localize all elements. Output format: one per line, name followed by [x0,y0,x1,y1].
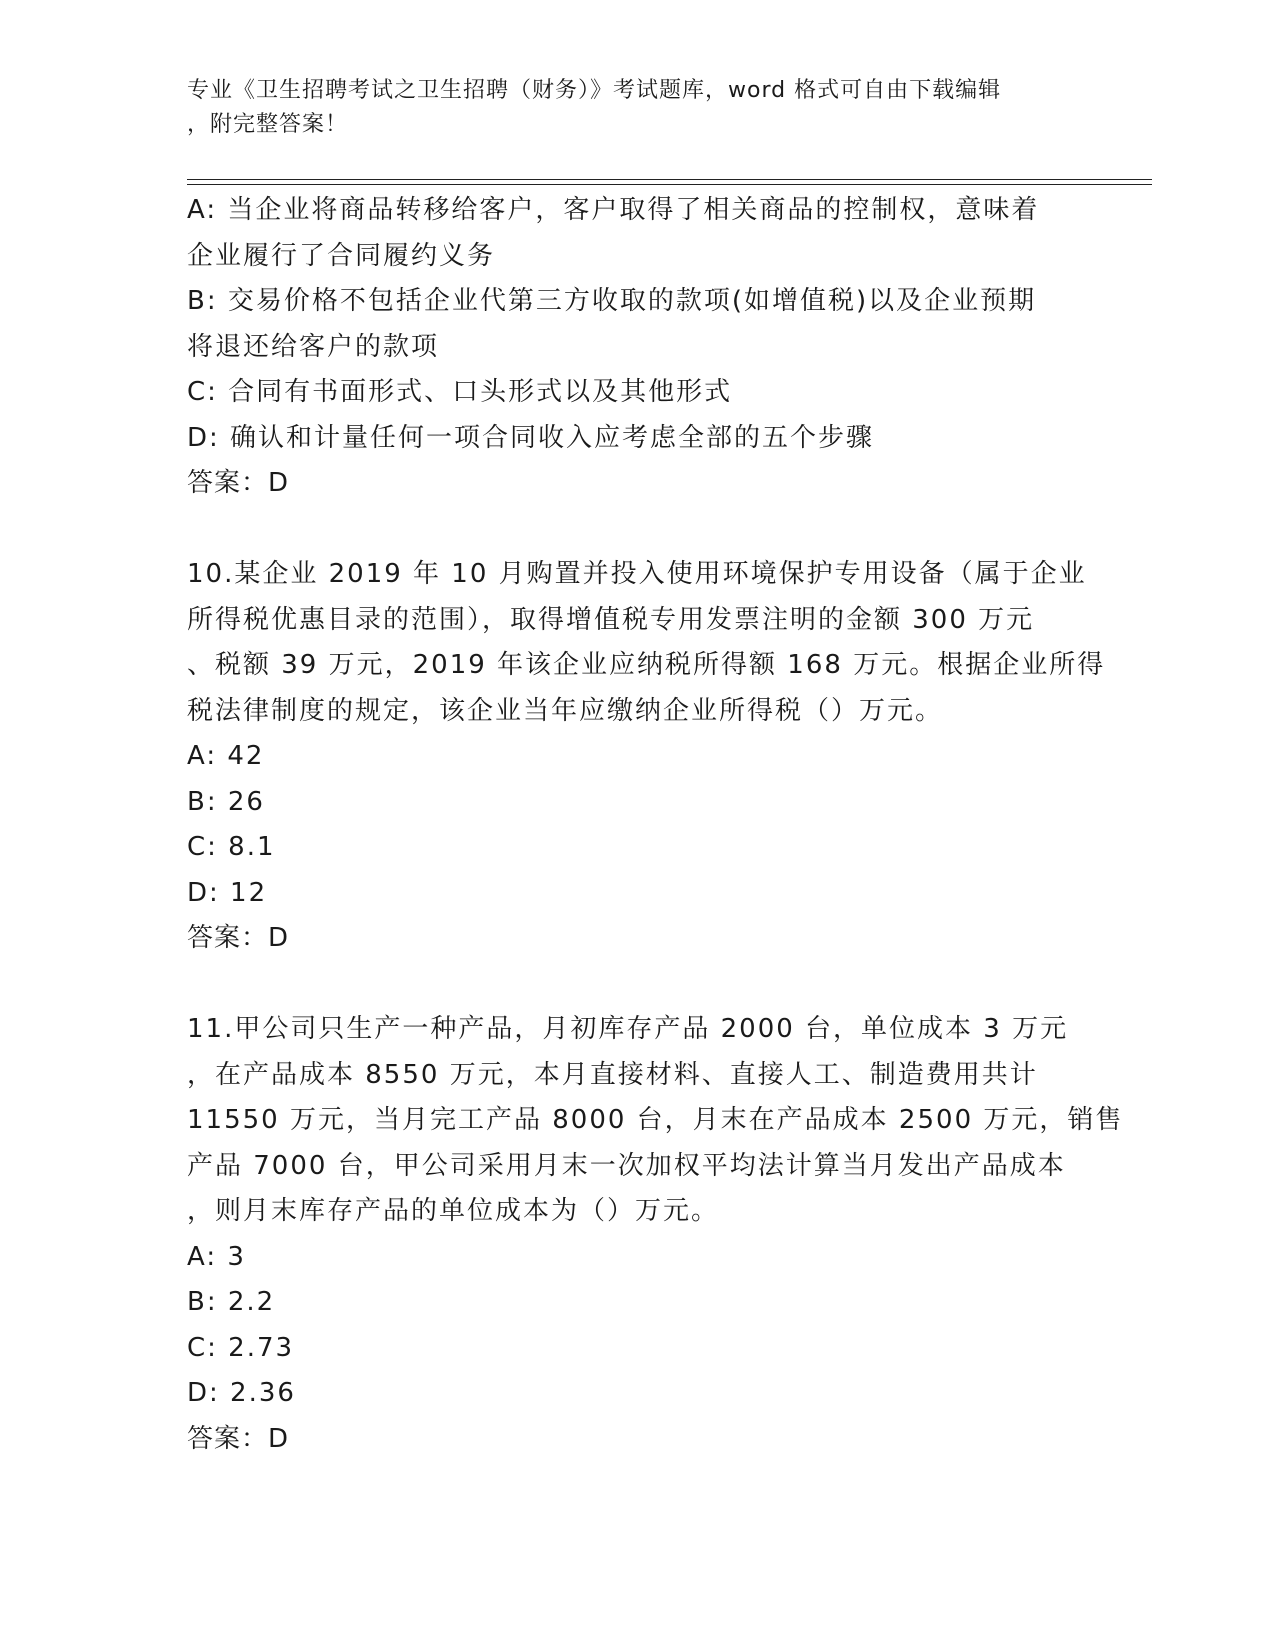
option-d: D: 12 [187,877,268,908]
spacer [187,962,1077,1008]
question-content [187,188,1124,1462]
question-stem-line: 10.某企业 2019 年 10 月购置并投入使用环境保护专用设备（属于企业 [187,559,1087,589]
question-stem-line: ，则月末库存产品的单位成本为（）万元。 [187,1196,720,1226]
question-stem-line: 、税额 39 万元，2019 年该企业应纳税所得额 168 万元。根据企业所得 [187,650,1106,680]
option-d: D: 确认和计量任何一项合同收入应考虑全部的五个步骤 [187,422,875,453]
question-stem-line: 产品 7000 台，甲公司采用月末一次加权平均法计算当月发出产品成本 [187,1150,1066,1181]
answer: 答案：D [187,1423,290,1454]
question-9-continued [187,188,1077,507]
answer: 答案：D [187,923,290,953]
header-line-1: 专业《卫生招聘考试之卫生招聘（财务）》考试题库，word 格式可自由下载编辑 [187,78,1002,103]
question-10 [187,552,1106,962]
option-b-line-2: 将退还给客户的款项 [187,331,440,362]
option-b: B: 26 [187,786,265,817]
option-a: A: 3 [187,1241,246,1272]
option-c: C: 8.1 [187,832,276,862]
header-divider-bottom [187,184,1152,185]
header-line-2: ，附完整答案！ [187,112,349,137]
question-stem-line: 11.甲公司只生产一种产品，月初库存产品 2000 台，单位成本 3 万元 [187,1014,1069,1044]
question-stem-line: 11550 万元，当月完工产品 8000 台，月末在产品成本 2500 万元，销售 [187,1105,1124,1135]
option-a-line-1: A: 当企业将商品转移给客户，客户取得了相关商品的控制权，意味着 [187,195,1040,225]
header-divider-top [187,179,1152,180]
question-stem-line: 税法律制度的规定，该企业当年应缴纳企业所得税（）万元。 [187,695,944,726]
option-b: B: 2.2 [187,1287,276,1317]
option-a: A: 42 [187,741,265,771]
question-stem-line: 所得税优惠目录的范围），取得增值税专用发票注明的金额 300 万元 [187,604,1035,635]
document-header [187,74,1077,142]
question-stem-line: ，在产品成本 8550 万元，本月直接材料、直接人工、制造费用共计 [187,1059,1038,1090]
option-d: D: 2.36 [187,1378,296,1408]
question-11 [187,1007,1124,1462]
option-c: C: 2.73 [187,1332,295,1363]
spacer [187,507,1077,553]
answer: 答案：D [187,468,290,498]
option-a-line-2: 企业履行了合同履约义务 [187,240,496,271]
option-c: C: 合同有书面形式、口头形式以及其他形式 [187,377,733,407]
option-b-line-1: B: 交易价格不包括企业代第三方收取的款项(如增值税)以及企业预期 [187,286,1037,316]
